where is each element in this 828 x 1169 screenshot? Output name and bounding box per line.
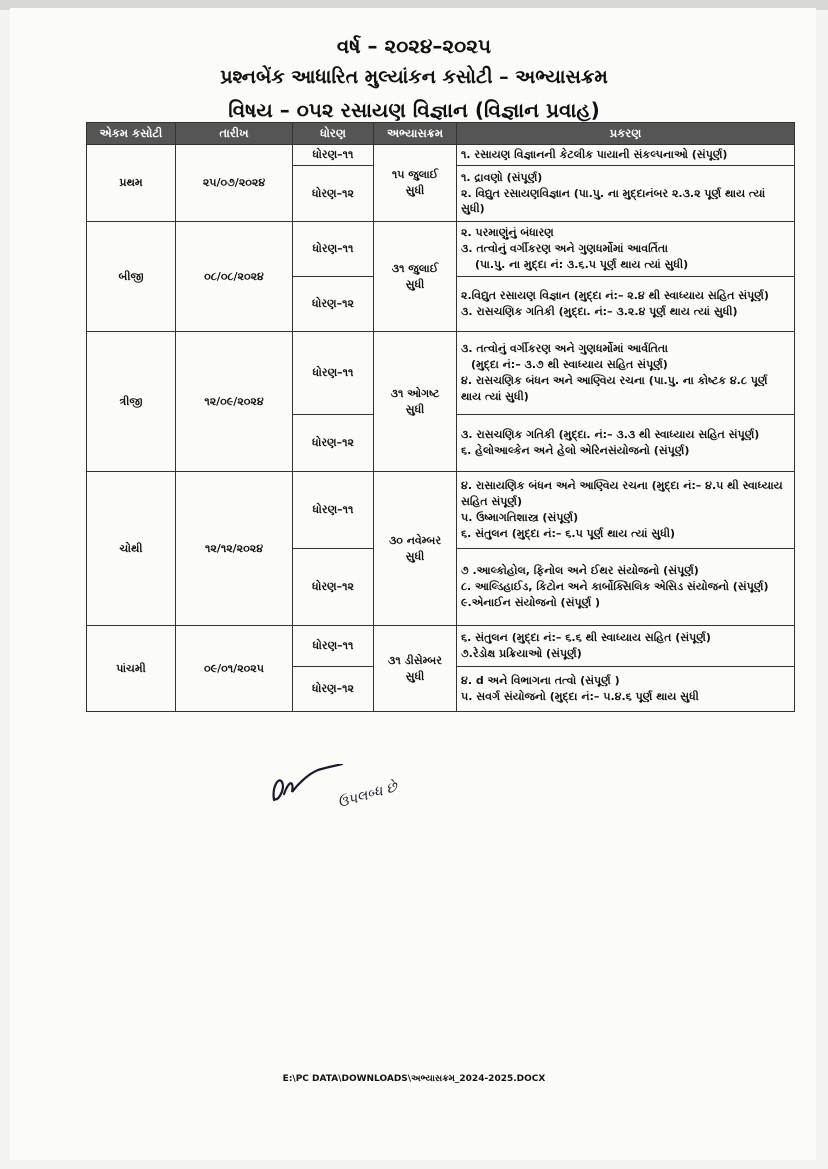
grade-cell: ધોરણ–૧૧	[293, 332, 374, 415]
test-name: ચોથી	[87, 472, 176, 626]
table-row	[87, 222, 795, 277]
col-header-test: એકમ કસોટી	[87, 123, 176, 145]
grade-cell: ધોરણ–૧૨	[293, 166, 374, 222]
table-row	[87, 626, 795, 667]
test-date: ૨૫/૦૭/૨૦૨૪	[176, 145, 293, 222]
syllabus-table	[86, 122, 795, 712]
test-date: ૧૨/૧૨/૨૦૨૪	[176, 472, 293, 626]
col-header-chapters: પ્રકરણ	[457, 123, 795, 145]
chapters-cell: ૧. રસાયણ વિજ્ઞાનની કેટલીક પાયાની સંકલ્પનાઓ (સંપૂર્ણ)	[457, 145, 795, 166]
grade-cell: ધોરણ–૧૧	[293, 472, 374, 549]
chapters-cell: ૩. રાસચણિક ગતિકી (મુદ્દા. નં:– ૩.૩ થી સ્વાધ્યાય સહિત સંપૂર્ણ) ૬. હેલોઆલ્કેન અને હેલો એરિનસંયોજનો (સંપૂર્ણ)	[457, 415, 795, 472]
syllabus-cell: ૩૧ જુલાઈ સુધી	[374, 222, 457, 332]
table-row	[87, 145, 795, 166]
chapters-cell: ૪. d અને વિભાગના તત્વો (સંપૂર્ણ ) ૫. સવર્ગ સંયોજનો (મુદ્દા નં:– ૫.૪.૬ પૂર્ણ થાય સુધી	[457, 667, 795, 712]
test-date: ૦૯/૦૧/૨૦૨૫	[176, 626, 293, 712]
test-date: ૧૨/૦૯/૨૦૨૪	[176, 332, 293, 472]
test-name: પાંચમી	[87, 626, 176, 712]
table-row	[87, 472, 795, 549]
chapters-cell: ૪. રાસાયણિક બંધન અને આણ્વિય રચના (મુદ્દા નં:– ૪.૫ થી સ્વાધ્યાય સહિત સંપૂર્ણ) ૫. ઉષ્માગતિશાસ્ત્ર (સંપૂર્ણ) ૬. સંતુલન (મુદ્દા નં:– ૬.૫ પૂર્ણ થાય ત્યાં સુધી)	[457, 472, 795, 549]
test-date: ૦૮/૦૮/૨૦૨૪	[176, 222, 293, 332]
grade-cell: ધોરણ–૧૧	[293, 222, 374, 277]
table-row	[87, 332, 795, 415]
col-header-date: તારીખ	[176, 123, 293, 145]
signature	[268, 764, 348, 812]
table-header-row	[87, 123, 795, 145]
grade-cell: ધોરણ–૧૧	[293, 626, 374, 667]
test-name: બીજી	[87, 222, 176, 332]
file-path-footer: E:\PC DATA\DOWNLOADS\અભ્યાસક્રમ_2024-2025.DOCX	[282, 1074, 546, 1084]
chapters-cell: ૭ .આલ્કોહોલ, ફિનોલ અને ઈથર સંયોજનો (સંપૂર્ણ) ૮. આલ્ડિહાઈડ, કિટોન અને કાર્બોક્સિલિક એસિડ સંયોજનો (સંપૂર્ણ) ૯.એનાઈન સંયોજનો (સંપૂર્ણ )	[457, 549, 795, 626]
grade-cell: ધોરણ–૧૨	[293, 667, 374, 712]
syllabus-cell: ૩૧ ઓગષ્ટ સુધી	[374, 332, 457, 472]
grade-cell: ધોરણ–૧૧	[293, 145, 374, 166]
syllabus-cell: ૩૧ ડીસેમ્બર સુધી	[374, 626, 457, 712]
test-name: પ્રથમ	[87, 145, 176, 222]
syllabus-cell: ૩૦ નવેમ્બર સુધી	[374, 472, 457, 626]
col-header-syllabus: અભ્યાસક્રમ	[374, 123, 457, 145]
grade-cell: ધોરણ–૧૨	[293, 277, 374, 332]
chapters-cell: ૨. પરમાણુંનું બંધારણ ૩. તત્વોનું વર્ગીકરણ અને ગુણધર્મોમાં આવર્તિતા (પા.પુ. ના મુદ્દા નં: ૩.૬.૫ પૂર્ણ થાય ત્યાં સુધી)	[457, 222, 795, 277]
col-header-grade: ધોરણ	[293, 123, 374, 145]
year-heading: વર્ષ – ૨૦૨૪–૨૦૨૫	[336, 34, 492, 58]
test-name: ત્રીજી	[87, 332, 176, 472]
chapters-cell: ૩. તત્વોનું વર્ગીકરણ અને ગુણધર્મોમાં આર્વતિતા (મુદ્દા નં:– ૩.૭ થી સ્વાધ્યાય સહિત સંપૂર્ણ) ૪. રાસચણિક બંધન અને આણ્વિય રચના (પા.પુ. ના કોષ્ટક ૪.૮ પૂર્ણ થાય ત્યાં સુધી)	[457, 332, 795, 415]
grade-cell: ધોરણ–૧૨	[293, 549, 374, 626]
chapters-cell: ૨.વિદ્યુત રસાયણ વિજ્ઞાન (મુદ્દા નં:– ૨.૪ થી સ્વાધ્યાય સહિત સંપૂર્ણ) ૩. રાસચણિક ગતિકી (મુદ્દા. નં:– ૩.૨.૪ પૂર્ણ થાય ત્યાં સુધી)	[457, 277, 795, 332]
chapters-cell: ૬. સંતુલન (મુદ્દા નં:– ૬.૬ થી સ્વાધ્યાય સહિત (સંપૂર્ણ) ૭.રેડોક્ષ પ્રક્રિયાઓ (સંપૂર્ણ)	[457, 626, 795, 667]
subject-heading: વિષય – ૦૫૨ રસાયણ વિજ્ઞાન (વિજ્ઞાન પ્રવાહ)	[228, 98, 600, 122]
syllabus-cell: ૧૫ જુલાઈ સુધી	[374, 145, 457, 222]
chapters-cell: ૧. દ્રાવણો (સંપૂર્ણ) ૨. વિદ્યુત રસાયણવિજ્ઞાન (પા.પુ. ના મુદ્દાનંબર ૨.૩.૨ પૂર્ણ થાય ત્યાં સુધી)	[457, 166, 795, 222]
grade-cell: ધોરણ–૧૨	[293, 415, 374, 472]
handwritten-note: ઉપલબ્ધ છે	[336, 779, 400, 812]
title-heading: પ્રશ્નબેંક આધારિત મુલ્યાંકન કસોટી – અભ્યાસક્રમ	[220, 66, 608, 88]
